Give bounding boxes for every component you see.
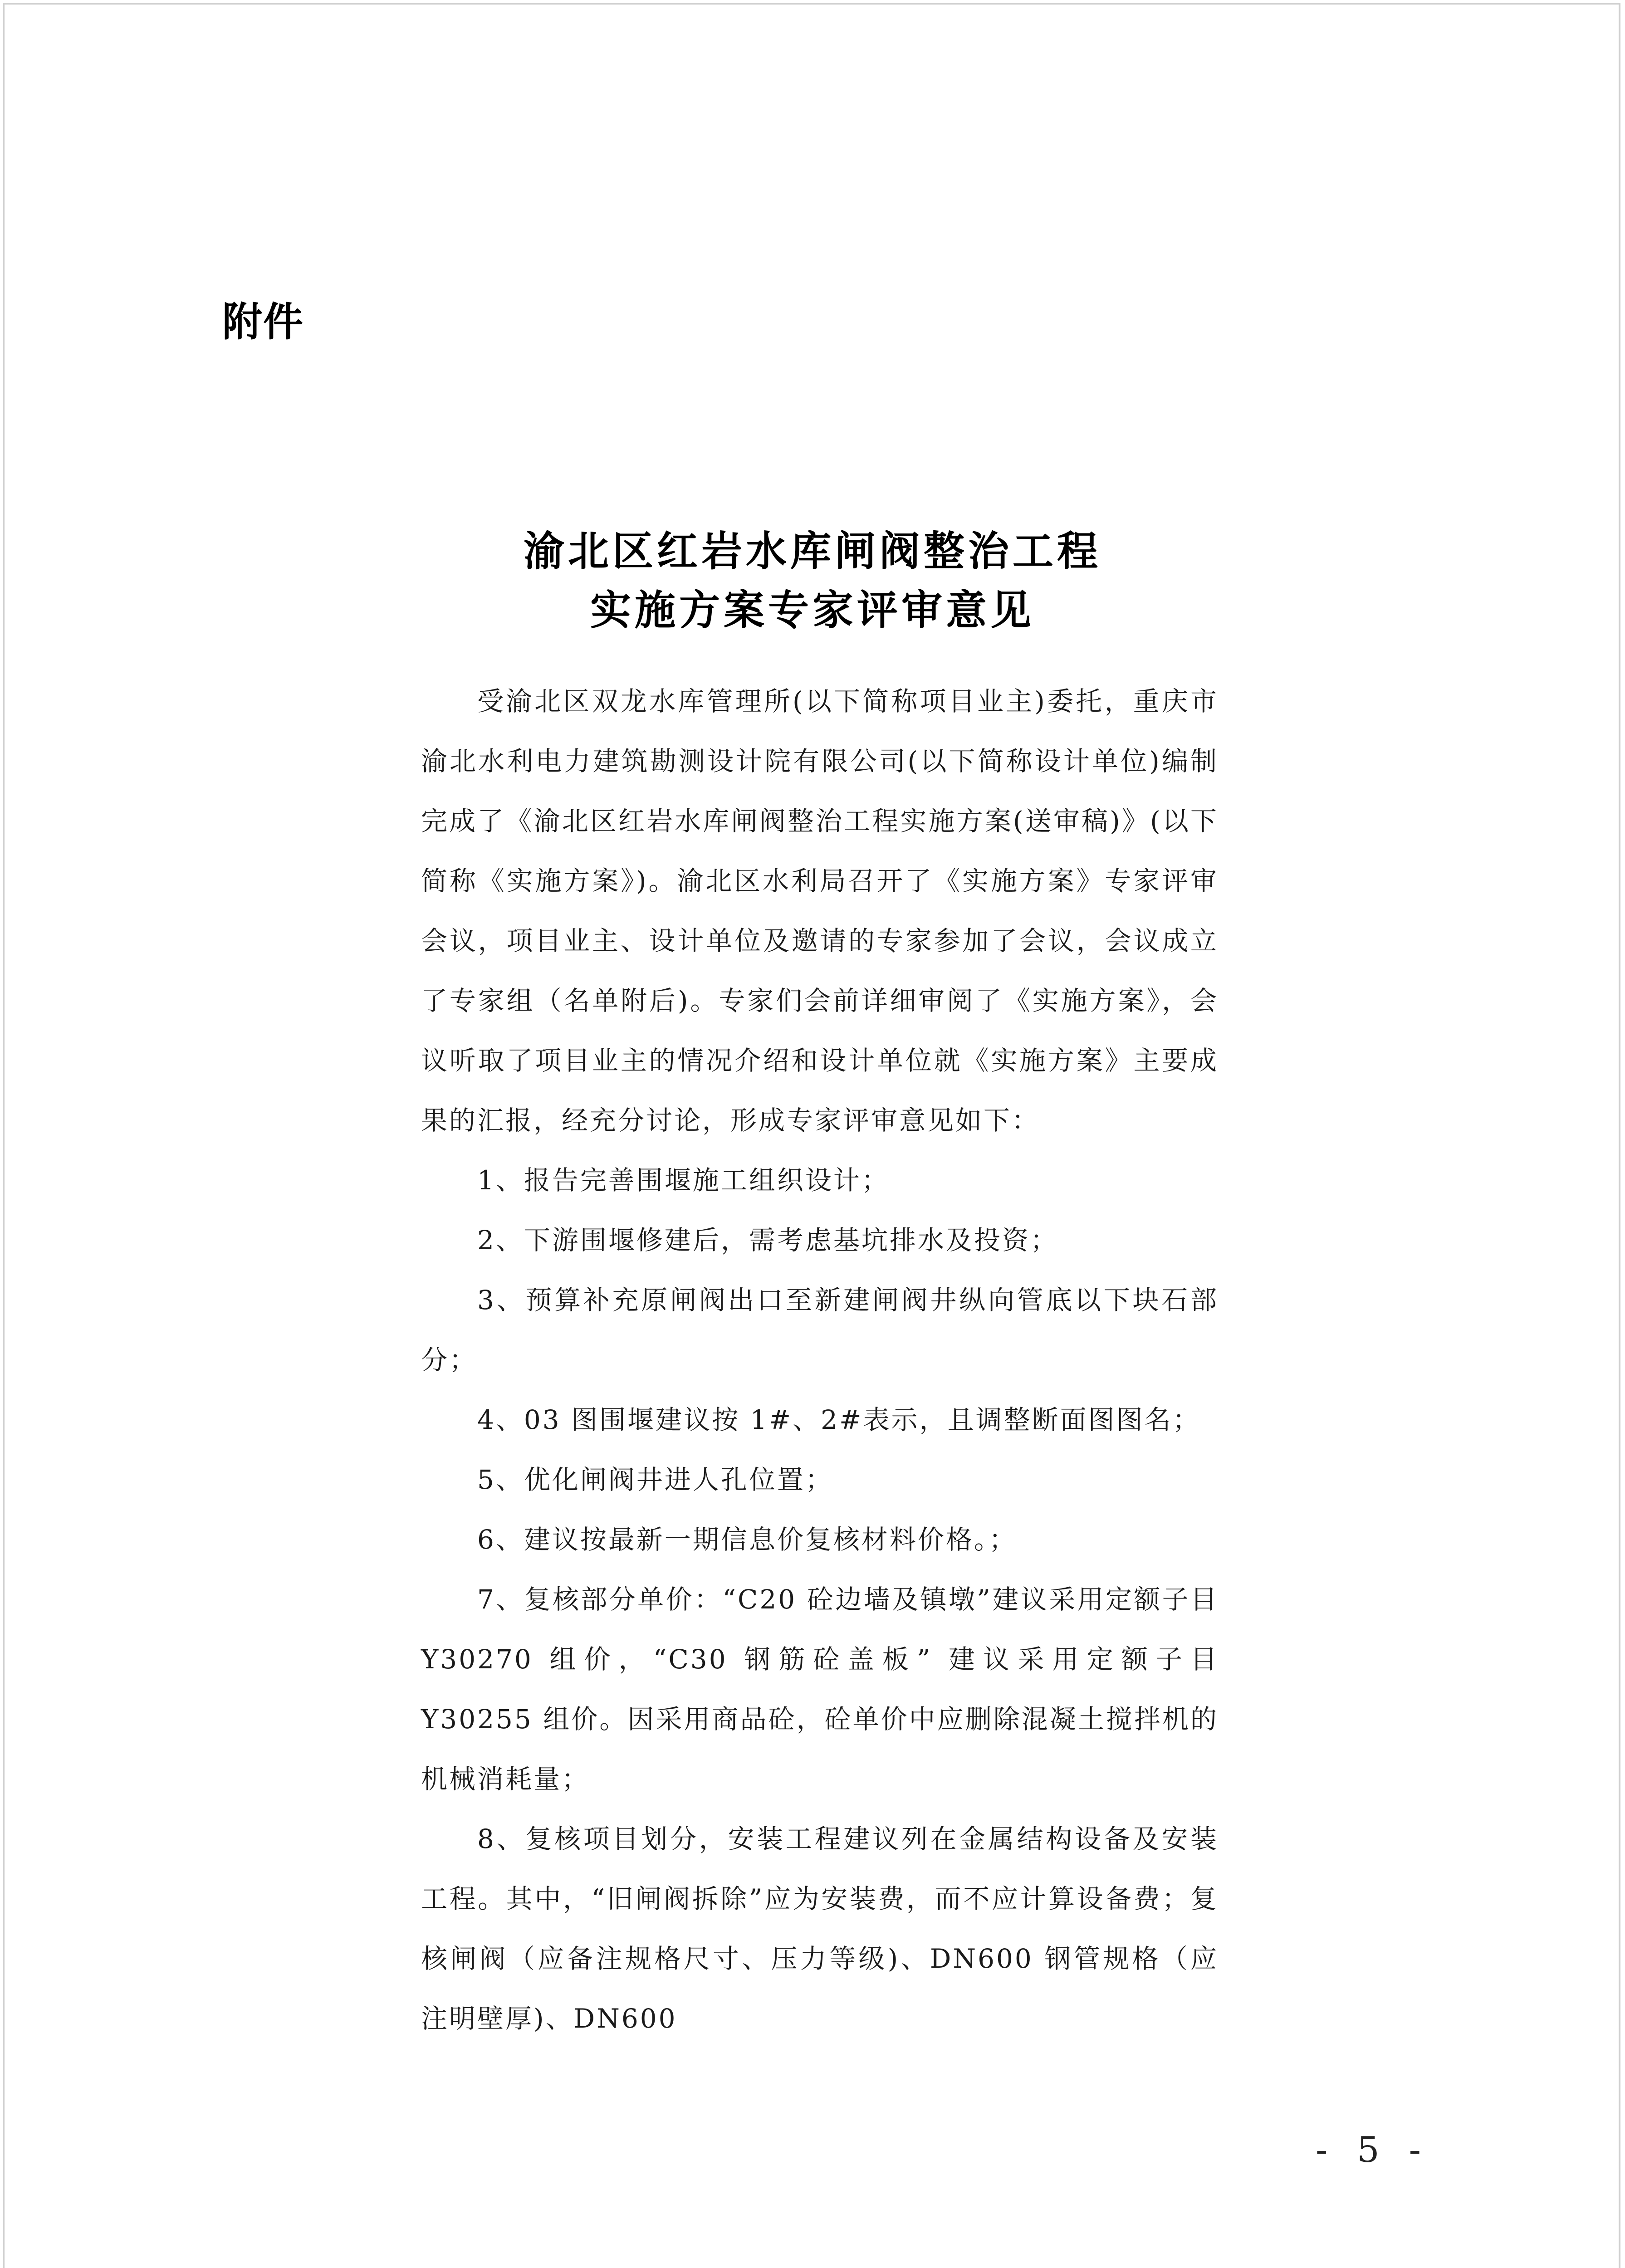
review-item-5: 5、优化闸阀井进人孔位置；	[477, 1464, 833, 1495]
document-title-line-1: 渝北区红岩水库闸阀整治工程	[524, 527, 1101, 575]
attachment-label: 附件	[222, 298, 304, 345]
review-item-6: 6、建议按最新一期信息价复核材料价格。；	[477, 1524, 1017, 1555]
review-item-1: 1、报告完善围堰施工组织设计；	[477, 1165, 890, 1196]
document-body	[421, 671, 1219, 2048]
review-item-3: 3、预算补充原闸阀出口至新建闸阀井纵向管底以下块石部分；	[421, 1285, 1219, 1375]
review-item-7: 7、复核部分单价：“C20 砼边墙及镇墩”建议采用定额子目 Y30270 组价，“C30 钢筋砼盖板” 建议采用定额子目 Y30255 组价。因采用商品砼，砼单价中应删除混凝土搅拌机的机械消耗量；	[421, 1584, 1219, 1794]
document-title-line-2: 实施方案专家评审意见	[590, 586, 1035, 634]
page-number: - 5 -	[1316, 2130, 1430, 2170]
review-item-2: 2、下游围堰修建后，需考虑基坑排水及投资；	[477, 1225, 1058, 1256]
review-item-8: 8、复核项目划分，安装工程建议列在金属结构设备及安装工程。其中，“旧闸阀拆除”应为安装费，而不应计算设备费；复核闸阀（应备注规格尺寸、压力等级)、DN600 钢管规格（应注明壁厚)、DN600	[421, 1823, 1219, 2034]
review-item-4: 4、03 图围堰建议按 1#、2#表示，且调整断面图图名；	[477, 1404, 1201, 1435]
intro-paragraph: 受渝北区双龙水库管理所(以下简称项目业主)委托，重庆市渝北水利电力建筑勘测设计院有限公司(以下简称设计单位)编制完成了《渝北区红岩水库闸阀整治工程实施方案(送审稿)》(以下简称《实施方案》)。渝北区水利局召开了《实施方案》专家评审会议，项目业主、设计单位及邀请的专家参加了会议，会议成立了专家组（名单附后)。专家们会前详细审阅了《实施方案》，会议听取了项目业主的情况介绍和设计单位就《实施方案》主要成果的汇报，经充分讨论，形成专家评审意见如下：	[421, 686, 1219, 1136]
